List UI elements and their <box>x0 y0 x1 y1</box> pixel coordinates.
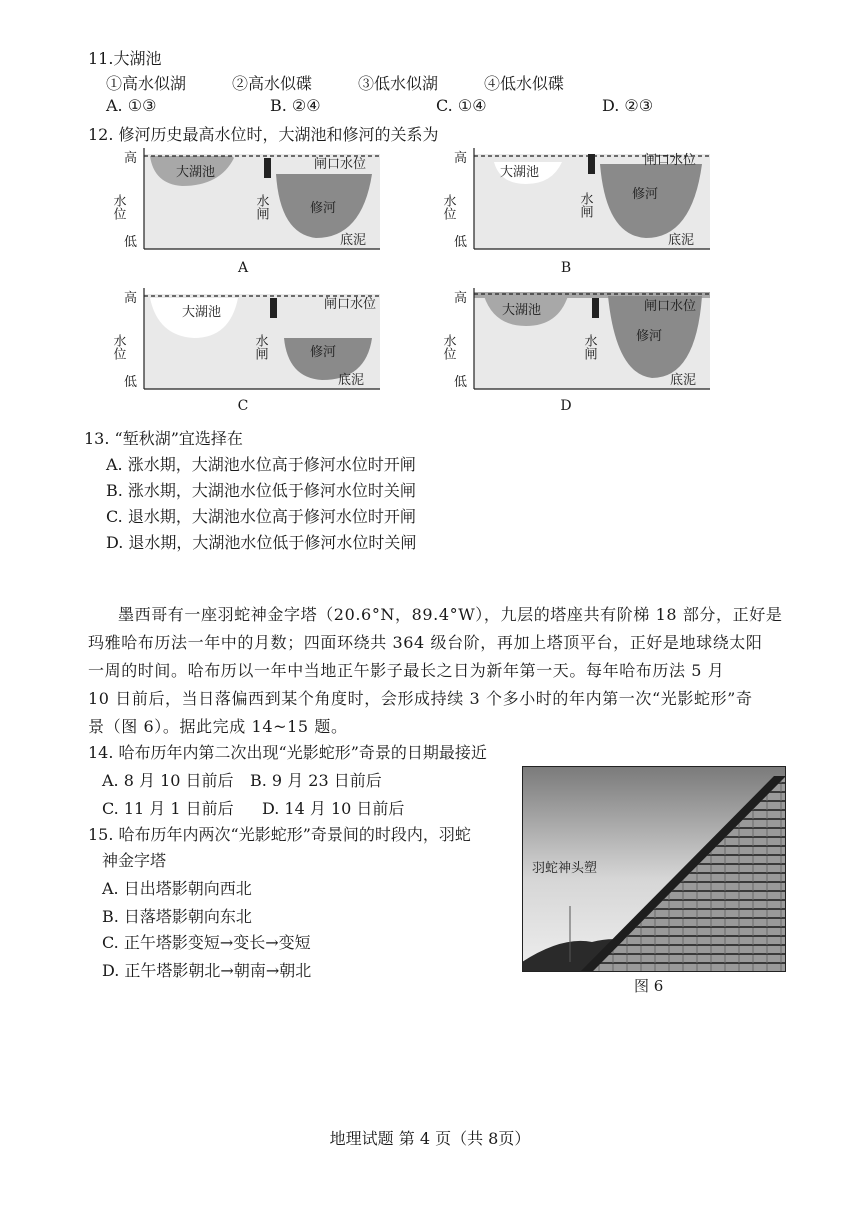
svg-text:底泥: 底泥 <box>340 233 367 248</box>
q14-option-a: A. 8 月 10 日前后 <box>102 771 234 790</box>
diagram-c <box>110 282 380 394</box>
svg-text:水闸: 水闸 <box>577 192 593 218</box>
q11-option-c: C. ①④ <box>436 96 487 115</box>
passage-line-1: 墨西哥有一座羽蛇神金字塔（20.6°N，89.4°W），九层的塔座共有阶梯 18 部分，正好是 <box>118 605 783 624</box>
q15-option-c: C. 正午塔影变短→变长→变短 <box>102 933 311 952</box>
q15-stem-line-2: 神金字塔 <box>102 851 167 870</box>
photo-label: 羽蛇神头塑 <box>532 861 598 876</box>
pyramid-photo <box>522 766 786 972</box>
svg-text:修河: 修河 <box>310 345 337 360</box>
svg-text:水位: 水位 <box>440 334 456 360</box>
q15-stem-line-1: 15. 哈布历年内两次“光影蛇形”奇景间的时段内，羽蛇 <box>88 825 471 844</box>
page-footer: 地理试题 第 4 页（共 8页） <box>329 1129 531 1148</box>
svg-text:修河: 修河 <box>636 329 663 344</box>
passage-line-4: 10 日前后，当日落偏西到某个角度时，会形成持续 3 个多小时的年内第一次“光影蛇形”奇 <box>88 689 753 708</box>
diagram-d <box>440 282 710 394</box>
diagram-b-label: B <box>560 260 572 276</box>
svg-text:低: 低 <box>454 375 468 390</box>
svg-text:底泥: 底泥 <box>668 233 695 248</box>
q13-option-b: B. 涨水期，大湖池水位低于修河水位时关闸 <box>106 481 416 500</box>
svg-text:闸口水位: 闸口水位 <box>314 157 367 172</box>
q13-option-c: C. 退水期，大湖池水位高于修河水位时开闸 <box>106 507 416 526</box>
svg-text:闸口水位: 闸口水位 <box>644 153 697 168</box>
svg-text:低: 低 <box>454 235 468 250</box>
q13-stem: 13. “堑秋湖”宜选择在 <box>84 429 243 448</box>
svg-text:底泥: 底泥 <box>670 373 697 388</box>
q11-option-b: B. ②④ <box>270 96 321 115</box>
svg-text:大湖池: 大湖池 <box>502 303 542 318</box>
q15-option-a: A. 日出塔影朝向西北 <box>102 879 252 898</box>
svg-text:水位: 水位 <box>440 194 456 220</box>
figure-6-caption: 图 6 <box>634 977 664 995</box>
svg-text:高: 高 <box>124 151 138 166</box>
svg-text:水闸: 水闸 <box>253 194 269 220</box>
q12-stem: 12. 修河历史最高水位时，大湖池和修河的关系为 <box>88 125 439 144</box>
svg-text:水位: 水位 <box>110 194 126 220</box>
diagram-b <box>440 142 710 254</box>
q11-item-1: ①高水似湖 <box>106 74 187 93</box>
svg-text:大湖池: 大湖池 <box>182 305 222 320</box>
q14-stem: 14. 哈布历年内第二次出现“光影蛇形”奇景的日期最接近 <box>88 743 487 762</box>
svg-text:修河: 修河 <box>310 201 337 216</box>
svg-text:大湖池: 大湖池 <box>500 165 540 180</box>
q15-option-b: B. 日落塔影朝向东北 <box>102 907 252 926</box>
svg-text:闸口水位: 闸口水位 <box>644 299 697 314</box>
q11-item-4: ④低水似碟 <box>484 74 565 93</box>
q11-item-2: ②高水似碟 <box>232 74 313 93</box>
q13-option-d: D. 退水期，大湖池水位低于修河水位时关闸 <box>106 533 417 552</box>
q14-option-d: D. 14 月 10 日前后 <box>262 799 405 818</box>
svg-text:修河: 修河 <box>632 187 659 202</box>
q11-stem: 11.大湖池 <box>88 49 162 68</box>
gate-icon <box>270 298 277 318</box>
passage-line-3: 一周的时间。哈布历以一年中当地正午影子最长之日为新年第一天。每年哈布历法 5 月 <box>88 661 725 680</box>
gate-icon <box>588 154 595 174</box>
svg-text:高: 高 <box>124 291 138 306</box>
q11-option-d: D. ②③ <box>602 96 654 115</box>
q11-option-a: A. ①③ <box>106 96 157 115</box>
gate-icon <box>592 298 599 318</box>
diagram-d-label: D <box>560 398 572 414</box>
gate-icon <box>264 158 271 178</box>
svg-text:低: 低 <box>124 375 138 390</box>
passage-line-2: 玛雅哈布历法一年中的月数；四面环绕共 364 级台阶，再加上塔顶平台，正好是地球绕太阳 <box>88 633 763 652</box>
passage-line-5: 景（图 6）。据此完成 14~15 题。 <box>88 717 348 736</box>
svg-text:水位: 水位 <box>110 334 126 360</box>
diagram-a-label: A <box>237 260 249 276</box>
svg-text:闸口水位: 闸口水位 <box>324 297 377 312</box>
svg-text:高: 高 <box>454 291 468 306</box>
svg-text:底泥: 底泥 <box>338 373 365 388</box>
diagram-c-label: C <box>237 398 249 414</box>
svg-text:低: 低 <box>124 235 138 250</box>
q14-option-b: B. 9 月 23 日前后 <box>250 771 382 790</box>
svg-text:大湖池: 大湖池 <box>176 165 216 180</box>
svg-text:水闸: 水闸 <box>581 334 597 360</box>
q14-option-c: C. 11 月 1 日前后 <box>102 799 234 818</box>
diagram-a <box>110 142 380 254</box>
svg-text:高: 高 <box>454 151 468 166</box>
svg-text:水闸: 水闸 <box>252 334 268 360</box>
q15-option-d: D. 正午塔影朝北→朝南→朝北 <box>102 961 312 980</box>
q13-option-a: A. 涨水期，大湖池水位高于修河水位时开闸 <box>106 455 416 474</box>
q11-item-3: ③低水似湖 <box>358 74 439 93</box>
